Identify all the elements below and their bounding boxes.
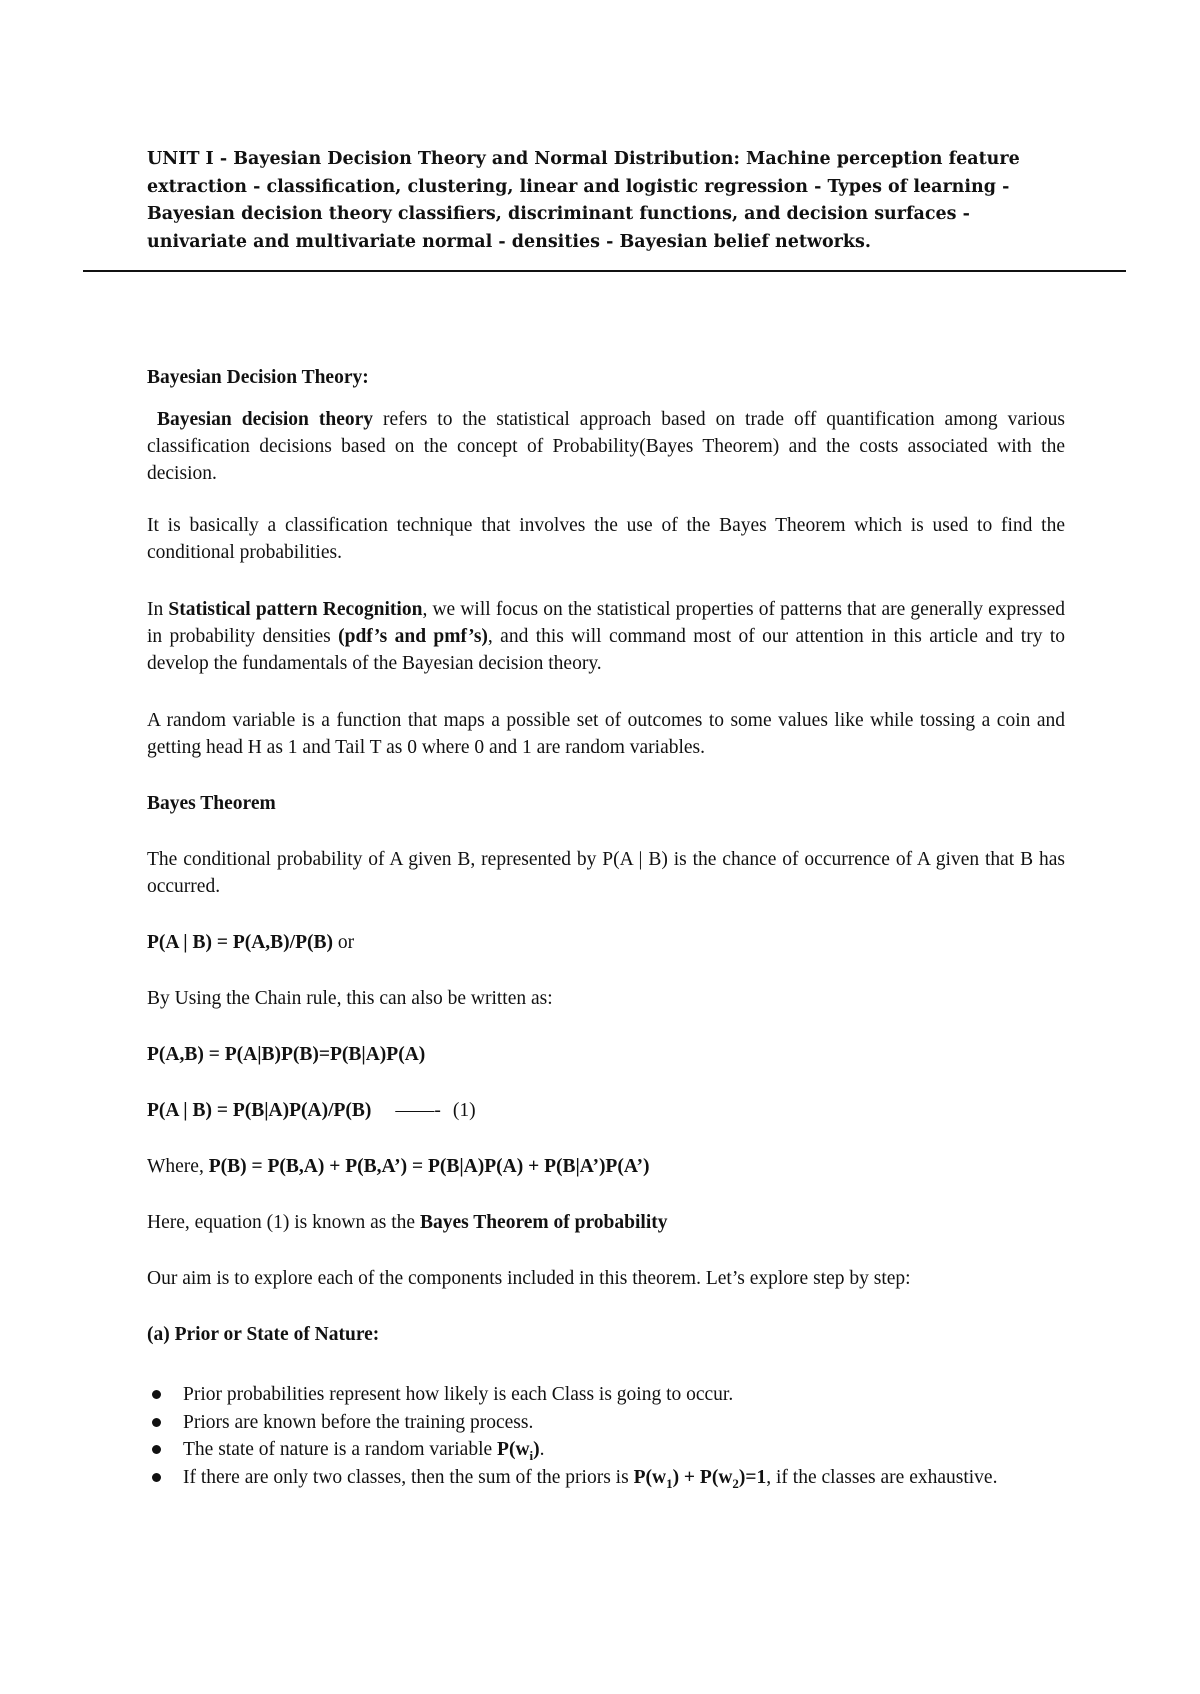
paragraph-text: Here, equation (1) is known as the [147, 1212, 420, 1233]
bullet-icon [152, 1473, 161, 1482]
bullet-icon [152, 1390, 161, 1399]
prior-heading: (a) Prior or State of Nature: [147, 1324, 380, 1345]
bold-term: )=1 [738, 1466, 767, 1488]
equation-total-probability [147, 1153, 649, 1180]
subscript: i [529, 1447, 534, 1463]
equation-text: P(A | B) = P(A,B)/P(B) [147, 932, 334, 953]
equation-conditional [147, 929, 354, 956]
header-divider [83, 270, 1126, 272]
list-item-text: . [539, 1439, 545, 1460]
equation-text: P(A,B) = P(A|B)P(B)=P(B|A)P(A) [147, 1044, 426, 1065]
bold-term: Bayesian decision theory [157, 409, 373, 430]
bold-term: P(w [633, 1466, 667, 1488]
bold-term: (pdf’s and pmf’s) [338, 626, 488, 647]
list-item [147, 1436, 1065, 1464]
paragraph-text: In [147, 599, 169, 620]
bold-term: P(w [497, 1439, 530, 1460]
equation-chain-rule [147, 1041, 425, 1068]
subscript: 1 [666, 1475, 673, 1491]
paragraph-definition [147, 406, 1065, 487]
equation-bayes [147, 1097, 476, 1124]
equation-prefix: Where, [147, 1156, 209, 1177]
prior-bullet-list [147, 1381, 1065, 1491]
bullet-icon [152, 1418, 161, 1427]
list-item-text: Prior probabilities represent how likely is each Class is going to occur. [183, 1384, 734, 1405]
bold-term: ) [533, 1439, 540, 1460]
list-item-text: , if the classes are exhaustive. [766, 1466, 998, 1488]
bold-term: Statistical pattern Recognition [168, 599, 423, 620]
list-item-text: Priors are known before the training process. [183, 1411, 534, 1433]
paragraph-pattern-recognition [147, 596, 1065, 677]
equation-label: (1) [452, 1100, 476, 1121]
bullet-icon [152, 1445, 161, 1454]
bold-term: ) + P(w [672, 1466, 733, 1488]
unit-header: UNIT I - Bayesian Decision Theory and Normal Distribution: Machine perception feature extraction - classification, clustering, linear and logistic regression - Types of learning - Bayesian decision theory classifiers, discriminant functions, and decision surfaces -univariate and multivariate normal - densities - Bayesian belief networks. [147, 149, 1020, 252]
subscript: 2 [732, 1475, 739, 1491]
list-item [147, 1464, 1065, 1492]
equation-suffix: or [333, 932, 355, 953]
paragraph-text: , and this will command most of our attention in this article and try to develop the fundamentals of the Bayesian decision theory. [147, 626, 1066, 674]
list-item-text: If there are only two classes, then the sum of the priors is [183, 1466, 634, 1488]
paragraph-technique: It is basically a classification technique that involves the use of the Bayes Theorem which is used to find the conditional probabilities. [147, 515, 1065, 563]
paragraph-aim: Our aim is to explore each of the components included in this theorem. Let’s explore step by step: [147, 1268, 911, 1289]
equation-text: P(B) = P(B,A) + P(B,A’) = P(B|A)P(A) + P(B|A’)P(A’) [208, 1156, 650, 1177]
paragraph-text: , we will focus on the statistical properties of patterns that are generally expressed in probability densities [147, 599, 1065, 647]
equation-text: P(A | B) = P(B|A)P(A)/P(B) [147, 1100, 372, 1121]
paragraph-conditional-probability: The conditional probability of A given B, represented by P(A | B) is the chance of occurrence of A given that B has occurred. [147, 849, 1065, 897]
list-item-text: The state of nature is a random variable [183, 1439, 498, 1460]
equation-dash: ——- [395, 1100, 441, 1121]
paragraph-chain-rule: By Using the Chain rule, this can also be written as: [147, 988, 553, 1009]
list-item [147, 1381, 1065, 1409]
bayes-theorem-heading: Bayes Theorem [147, 793, 276, 814]
paragraph-random-variable: A random variable is a function that maps a possible set of outcomes to some values like while tossing a coin and getting head H as 1 and Tail T as 0 where 0 and 1 are random variables. [147, 710, 1065, 758]
bold-term: Bayes Theorem of probability [419, 1212, 668, 1233]
paragraph-text: refers to the statistical approach based on trade off quantification among various classification decisions based on the concept of Probability(Bayes Theorem) and the costs associated with the decision. [147, 409, 1065, 484]
section-title: Bayesian Decision Theory: [147, 367, 369, 388]
list-item [147, 1409, 1065, 1437]
paragraph-bayes-known [147, 1209, 668, 1236]
